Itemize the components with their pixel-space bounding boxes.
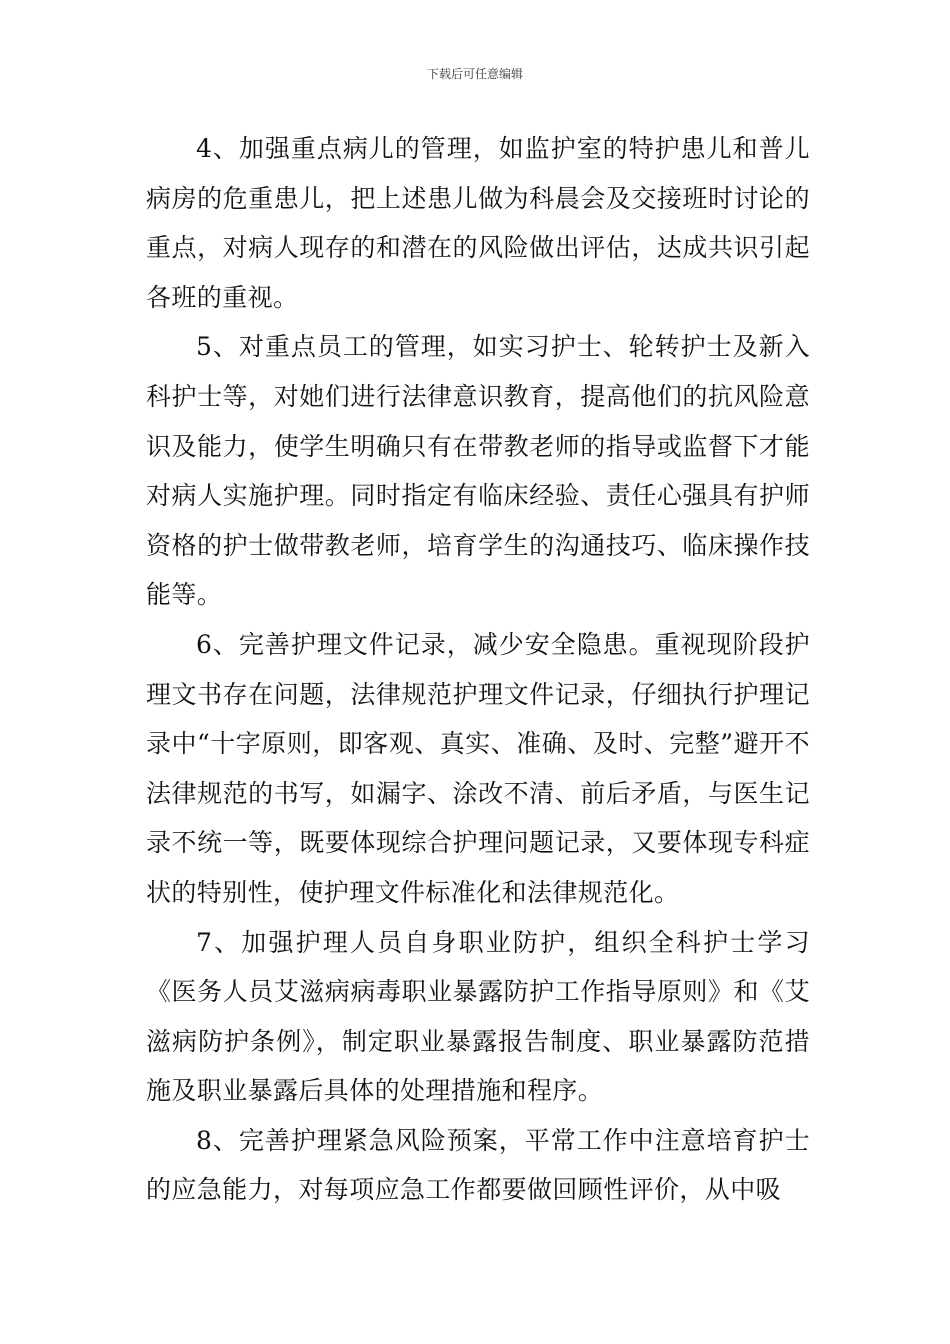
paragraph-item-7: 7、加强护理人员自身职业防护，组织全科护士学习《医务人员艾滋病病毒职业暴露防护工作指导原则》和《艾滋病防护条例》，制定职业暴露报告制度、职业暴露防范措施及职业暴露后具体的处理措施和程序。 [146,927,810,1106]
paragraph-item-6: 6、完善护理文件记录，减少安全隐患。重视现阶段护理文书存在问题，法律规范护理文件记录，仔细执行护理记录中“十字原则，即客观、真实、准确、及时、完整”避开不法律规范的书写，如漏字、涂改不清、前后矛盾，与医生记录不统一等，既要体现综合护理问题记录，又要体现专科症状的特别性，使护理文件标准化和法律规范化。 [146,629,810,907]
document-body [146,124,810,1215]
paragraph-item-4: 4、加强重点病儿的管理，如监护室的特护患儿和普儿病房的危重患儿，把上述患儿做为科晨会及交接班时讨论的重点，对病人现存的和潜在的风险做出评估，达成共识引起各班的重视。 [146,134,810,312]
paragraph-item-8: 8、完善护理紧急风险预案，平常工作中注意培育护士的应急能力，对每项应急工作都要做回顾性评价，从中吸 [146,1125,810,1205]
paragraph-item-5: 5、对重点员工的管理，如实习护士、轮转护士及新入科护士等，对她们进行法律意识教育，提高他们的抗风险意识及能力，使学生明确只有在带教老师的指导或监督下才能对病人实施护理。同时指定有临床经验、责任心强具有护师资格的护士做带教老师，培育学生的沟通技巧、临床操作技能等。 [146,332,810,610]
page-header: 下载后可任意编辑 [426,67,523,81]
